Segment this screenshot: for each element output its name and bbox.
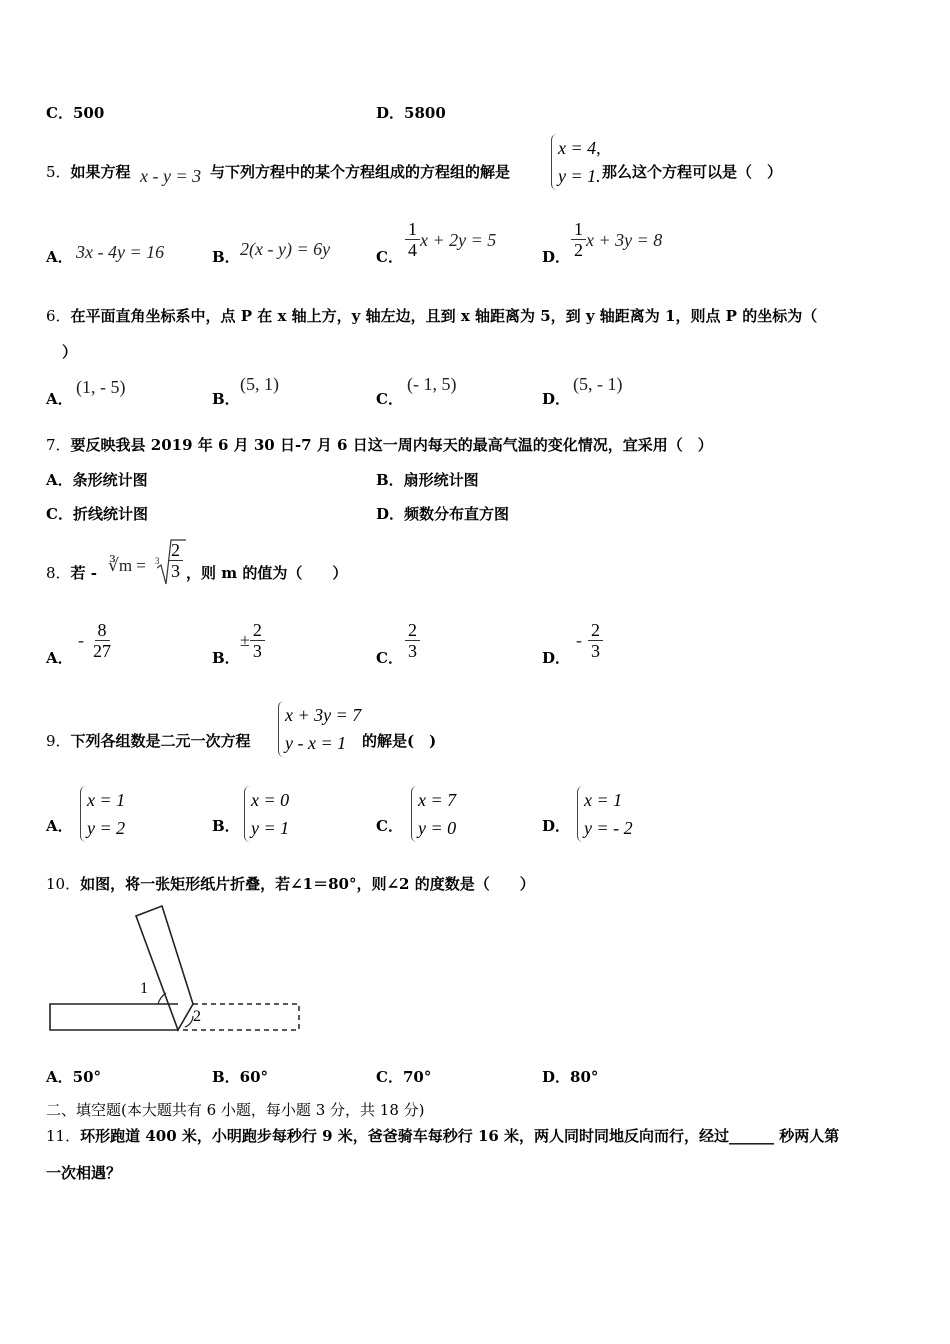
folded-rectangle-diagram — [40, 898, 310, 1043]
q10-option-c: C．70° — [376, 1068, 432, 1086]
question-text: 如图，将一张矩形纸片折叠，若∠1＝80°，则∠2 的度数是（ ） — [80, 875, 535, 893]
q8-stem — [46, 562, 97, 583]
q11-stem — [46, 1125, 839, 1146]
q6-option-d-letter: D． — [542, 390, 571, 408]
question-number: 7． — [46, 436, 71, 454]
q11-stem-continued: 一次相遇？ — [46, 1164, 122, 1182]
question-text: 如果方程 — [70, 163, 131, 181]
q8-option-b-letter: B． — [212, 649, 240, 667]
q8-lhs-cube-root: ∛m = — [108, 556, 146, 575]
q5-option-a-letter: A． — [46, 248, 73, 266]
q8-option-a-letter: A． — [46, 649, 73, 667]
option-letter: D． — [376, 104, 405, 122]
q6-stem-continued: ） — [62, 343, 78, 361]
q9-option-b-letter: B． — [212, 817, 240, 835]
q10-option-a: A．50° — [46, 1068, 102, 1086]
q6-option-c-value: (- 1, 5) — [407, 374, 457, 394]
q9-option-a-system — [80, 786, 125, 842]
q8-option-d-letter: D． — [542, 649, 571, 667]
q8-option-d-value: - $\frac{2}{3}$ — [576, 620, 603, 661]
q9-equation-system — [278, 701, 361, 757]
fraction: $\frac{8}{27}$ — [93, 620, 111, 661]
question-number: 5． — [46, 163, 71, 181]
section-2-title: 二、填空题(本大题共有 6 小题，每小题 3 分，共 18 分) — [46, 1101, 425, 1119]
q9-option-b-system — [244, 786, 289, 842]
system-line: y = 2 — [87, 818, 126, 838]
question-number: 6． — [46, 307, 71, 325]
question-number: 10． — [46, 875, 81, 893]
fraction: $\frac{1}{2}$ — [571, 219, 586, 260]
q4-option-d — [376, 102, 446, 123]
q5-option-b-value: 2(x - y) = 6y — [240, 239, 331, 259]
question-text: 下列各组数是二元一次方程 — [70, 732, 251, 750]
system-line: x = 1 — [584, 790, 623, 810]
question-text: 在平面直角坐标系中，点 P 在 x 轴上方，y 轴左边，且到 x 轴距离为 5，到 y 轴距离为 1，则点 P 的坐标为（ — [70, 307, 818, 325]
system-line: y = 0 — [418, 818, 457, 838]
fraction: $\frac{2}{3}$ — [250, 620, 265, 661]
fraction: $\frac{2}{3}$ — [168, 540, 183, 581]
q9-option-a-letter: A． — [46, 817, 73, 835]
q5-option-c-letter: C． — [376, 248, 403, 266]
q8-stem-part2: ，则 m 的值为（ ） — [186, 564, 348, 582]
root-index: 3 — [155, 556, 160, 566]
q8-option-c-value — [405, 620, 420, 661]
q6-option-a-letter: A． — [46, 390, 73, 408]
q9-option-c-letter: C． — [376, 817, 403, 835]
question-text: 若 - — [70, 564, 97, 582]
q6-option-b-value: (5, 1) — [240, 374, 279, 394]
q8-option-b-value: ± $\frac{2}{3}$ — [240, 620, 265, 661]
angle-1-label: 1 — [140, 980, 148, 997]
strip-outline — [50, 1004, 178, 1030]
q5-equation: x - y = 3 — [140, 166, 202, 186]
system-line: x + 3y = 7 — [285, 705, 362, 725]
q7-option-c: C．折线统计图 — [46, 505, 148, 523]
q8-option-c-letter: C． — [376, 649, 403, 667]
q8-option-a-value: - $\frac{8}{27}$ — [78, 620, 114, 661]
q6-stem — [46, 305, 817, 326]
question-number: 8． — [46, 564, 71, 582]
q7-option-d: D．频数分布直方图 — [376, 505, 510, 523]
option-value: 500 — [72, 104, 105, 122]
folded-strip — [136, 906, 193, 1030]
q10-stem — [46, 873, 535, 894]
q5-stem — [46, 161, 131, 182]
system-line: y = 1 — [251, 818, 290, 838]
q7-option-b: B．扇形统计图 — [376, 471, 479, 489]
q6-option-a-value: (1, - 5) — [76, 377, 126, 397]
q10-folded-paper-figure — [40, 898, 310, 1043]
q5-option-a-value: 3x - 4y = 16 — [76, 242, 165, 262]
q5-solution-system — [551, 134, 601, 190]
q5-option-d-value: $\frac{1}{2}$ x + 3y = 8 — [571, 219, 662, 260]
q9-option-c-system — [411, 786, 456, 842]
q10-option-d: D．80° — [542, 1068, 599, 1086]
system-line: y = - 2 — [584, 818, 633, 838]
q9-stem-part2: 的解是( ) — [362, 732, 437, 750]
question-number: 9． — [46, 732, 71, 750]
question-number: 11． — [46, 1127, 81, 1145]
system-line: x = 1 — [87, 790, 126, 810]
option-value: 5800 — [404, 104, 446, 122]
system-line: y = 1. — [558, 166, 601, 186]
q6-option-c-letter: C． — [376, 390, 403, 408]
fraction: $\frac{2}{3}$ — [588, 620, 603, 661]
q9-option-d-system — [577, 786, 633, 842]
q7-stem — [46, 434, 713, 455]
system-line: x = 7 — [418, 790, 457, 810]
option-letter: C． — [46, 104, 73, 122]
q4-option-c — [46, 102, 104, 123]
q6-option-b-letter: B． — [212, 390, 240, 408]
q10-option-b: B．60° — [212, 1068, 269, 1086]
q5-stem-part2: 与下列方程中的某个方程组成的方程组的解是 — [210, 163, 511, 181]
q5-option-d-letter: D． — [542, 248, 571, 266]
system-line: x = 0 — [251, 790, 290, 810]
angle-2-arc — [185, 1016, 193, 1027]
system-line: y - x = 1 — [285, 733, 347, 753]
question-text: 环形跑道 400 米，小明跑步每秒行 9 米，爸爸骑车每秒行 16 米，两人同时同地反向而行，经过______ 秒两人第 — [80, 1127, 840, 1145]
q5-stem-part3: 那么这个方程可以是（ ） — [602, 163, 783, 181]
fraction: $\frac{1}{4}$ — [405, 219, 420, 260]
angle-2-label: 2 — [193, 1008, 201, 1025]
q6-option-d-value: (5, - 1) — [573, 374, 623, 394]
q5-option-b-letter: B． — [212, 248, 240, 266]
q7-option-a: A．条形统计图 — [46, 471, 148, 489]
fraction: $\frac{2}{3}$ — [405, 620, 420, 661]
q5-option-c-value: $\frac{1}{4}$ x + 2y = 5 — [405, 219, 496, 260]
question-text: 要反映我县 2019 年 6 月 30 日-7 月 6 日这一周内每天的最高气温的变化情况，宜采用（ ） — [70, 436, 713, 454]
system-line: x = 4, — [558, 138, 601, 158]
q9-stem — [46, 730, 251, 751]
q9-option-d-letter: D． — [542, 817, 571, 835]
